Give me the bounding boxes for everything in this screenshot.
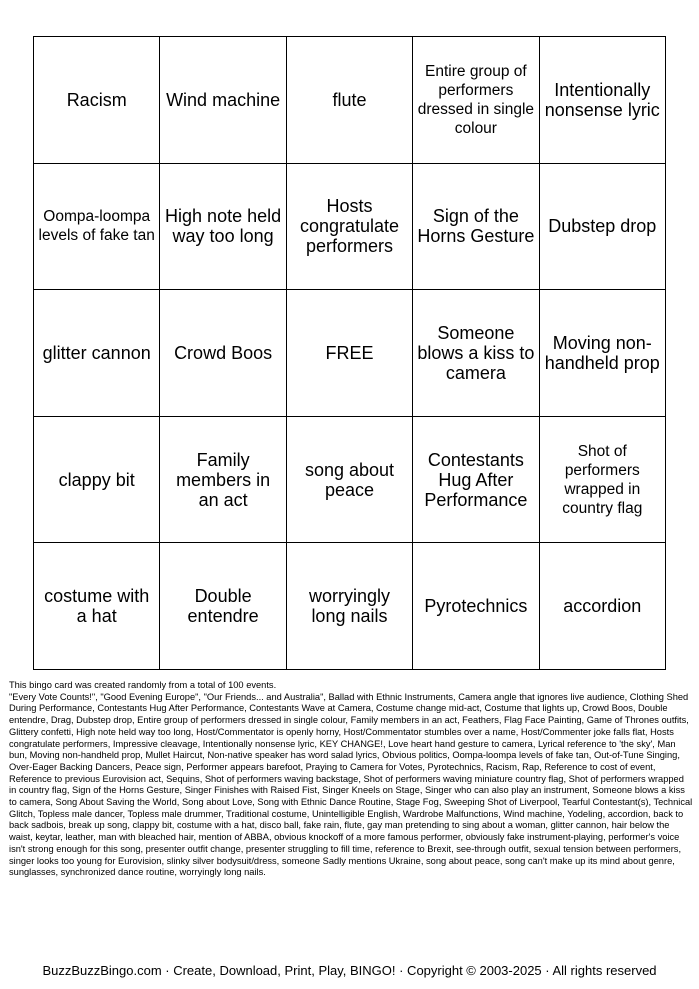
- bingo-cell: Oompa-loompa levels of fake tan: [34, 163, 160, 290]
- bingo-cell: Double entendre: [160, 543, 286, 670]
- bingo-cell: accordion: [539, 543, 665, 670]
- bingo-card: [33, 36, 666, 670]
- bingo-cell: Contestants Hug After Performance: [413, 416, 539, 543]
- bingo-cell: glitter cannon: [34, 290, 160, 417]
- bingo-cell: flute: [286, 37, 412, 164]
- bingo-row: [34, 163, 666, 290]
- bingo-cell: Sign of the Horns Gesture: [413, 163, 539, 290]
- bingo-cell: Family members in an act: [160, 416, 286, 543]
- bingo-cell: worryingly long nails: [286, 543, 412, 670]
- bingo-cell: costume with a hat: [34, 543, 160, 670]
- bingo-free-cell: FREE: [286, 290, 412, 417]
- bingo-row: [34, 37, 666, 164]
- bingo-row: [34, 290, 666, 417]
- bingo-cell: Entire group of performers dressed in single colour: [413, 37, 539, 164]
- bingo-cell: Hosts congratulate performers: [286, 163, 412, 290]
- bingo-cell: clappy bit: [34, 416, 160, 543]
- bingo-cell: Dubstep drop: [539, 163, 665, 290]
- bingo-cell: Shot of performers wrapped in country flag: [539, 416, 665, 543]
- bingo-cell: Crowd Boos: [160, 290, 286, 417]
- bingo-cell: song about peace: [286, 416, 412, 543]
- bingo-cell: Racism: [34, 37, 160, 164]
- event-summary: This bingo card was created randomly from a total of 100 events.: [9, 680, 277, 690]
- bingo-row: [34, 543, 666, 670]
- bingo-cell: Moving non-handheld prop: [539, 290, 665, 417]
- bingo-cell: Pyrotechnics: [413, 543, 539, 670]
- bingo-cell: High note held way too long: [160, 163, 286, 290]
- bingo-cell: Intentionally nonsense lyric: [539, 37, 665, 164]
- copyright-line: BuzzBuzzBingo.com · Create, Download, Print, Play, BINGO! · Copyright © 2003-2025 · All rights reserved: [42, 963, 657, 978]
- bingo-row: [34, 416, 666, 543]
- event-list: "Every Vote Counts!", "Good Evening Europe", "Our Friends... and Australia", Ballad with Ethnic Instruments, Camera angle that ignores live audience, Clothing Shed During Performance, Contestants Hug After Performance, Contestants Wave at Camera, Costume change mid-act, Costume that lights up, Crowd Boos, Double entendre, Drag, Dubstep drop, Entire group of performers dressed in single colour, Family members in an act, Feathers, Flag Face Painting, Game of Thrones outfits, Glittery confetti, High note held way too long, Host/Commentator is openly horny, Host/Commentator stumbles over a name, Host/Commenter joke falls flat, Hosts congratulate performers, Impressive cleavage, Intentionally nonsense lyric, KEY CHANGE!, Love heart hand gesture to camera, Lyrical reference to 'the sky', Man bun, Moving non-handheld prop, Mullet Haircut, Non-native speaker has word salad lyrics, Obvious politics, Oompa-loompa levels of fake tan, Out-of-Tune Singing, Over-Eager Backing Dancers, Peace sign, Performer appears barefoot, Praying to Camera for Votes, Pyrotechnics, Racism, Rap, Reference to cost of event, Reference to previous Eurovision act, Sequins, Shot of performers waving backstage, Shot of performers waving miniature country flag, Shot of performers wrapped in country flag, Sign of the Horns Gesture, Singer Finishes with Raised Fist, Singer Kneels on Stage, Singer who can also play an instrument, Someone blows a kiss to camera, Song About Saving the World, Song about Love, Song with Ethnic Dance Routine, Stage Fog, Sweeping Shot of Liverpool, Tearful Contestant(s), Technical Glitch, Topless male dancer, Topless male drummer, Traditional costume, Unintelligible English, Wardrobe Malfunctions, Wind machine, Yodeling, accordion, back to back sadbois, break up song, clappy bit, costume with a hat, disco ball, fake rain, flute, gay man pretending to sing about a woman, glitter cannon, hair below the waist, keytar, leather, man with bleached hair, mention of ABBA, obvious knockoff of a more famous performer, obviously fake instrument-playing, performer's voice isn't strong enough for this song, presenter outfit change, presenter struggling to fill time, reference to Brexit, see-through outfit, sexual tension between performers, singer looks too young for Eurovision, slinky silver bodysuit/dress, someone Sadly mentions Ukraine, song about peace, song can't make up its mind about genre, sunglasses, synchronized dance routine, worryingly long nails.: [9, 691, 693, 878]
- bingo-cell: Wind machine: [160, 37, 286, 164]
- bingo-cell: Someone blows a kiss to camera: [413, 290, 539, 417]
- event-list-footer: [9, 680, 693, 879]
